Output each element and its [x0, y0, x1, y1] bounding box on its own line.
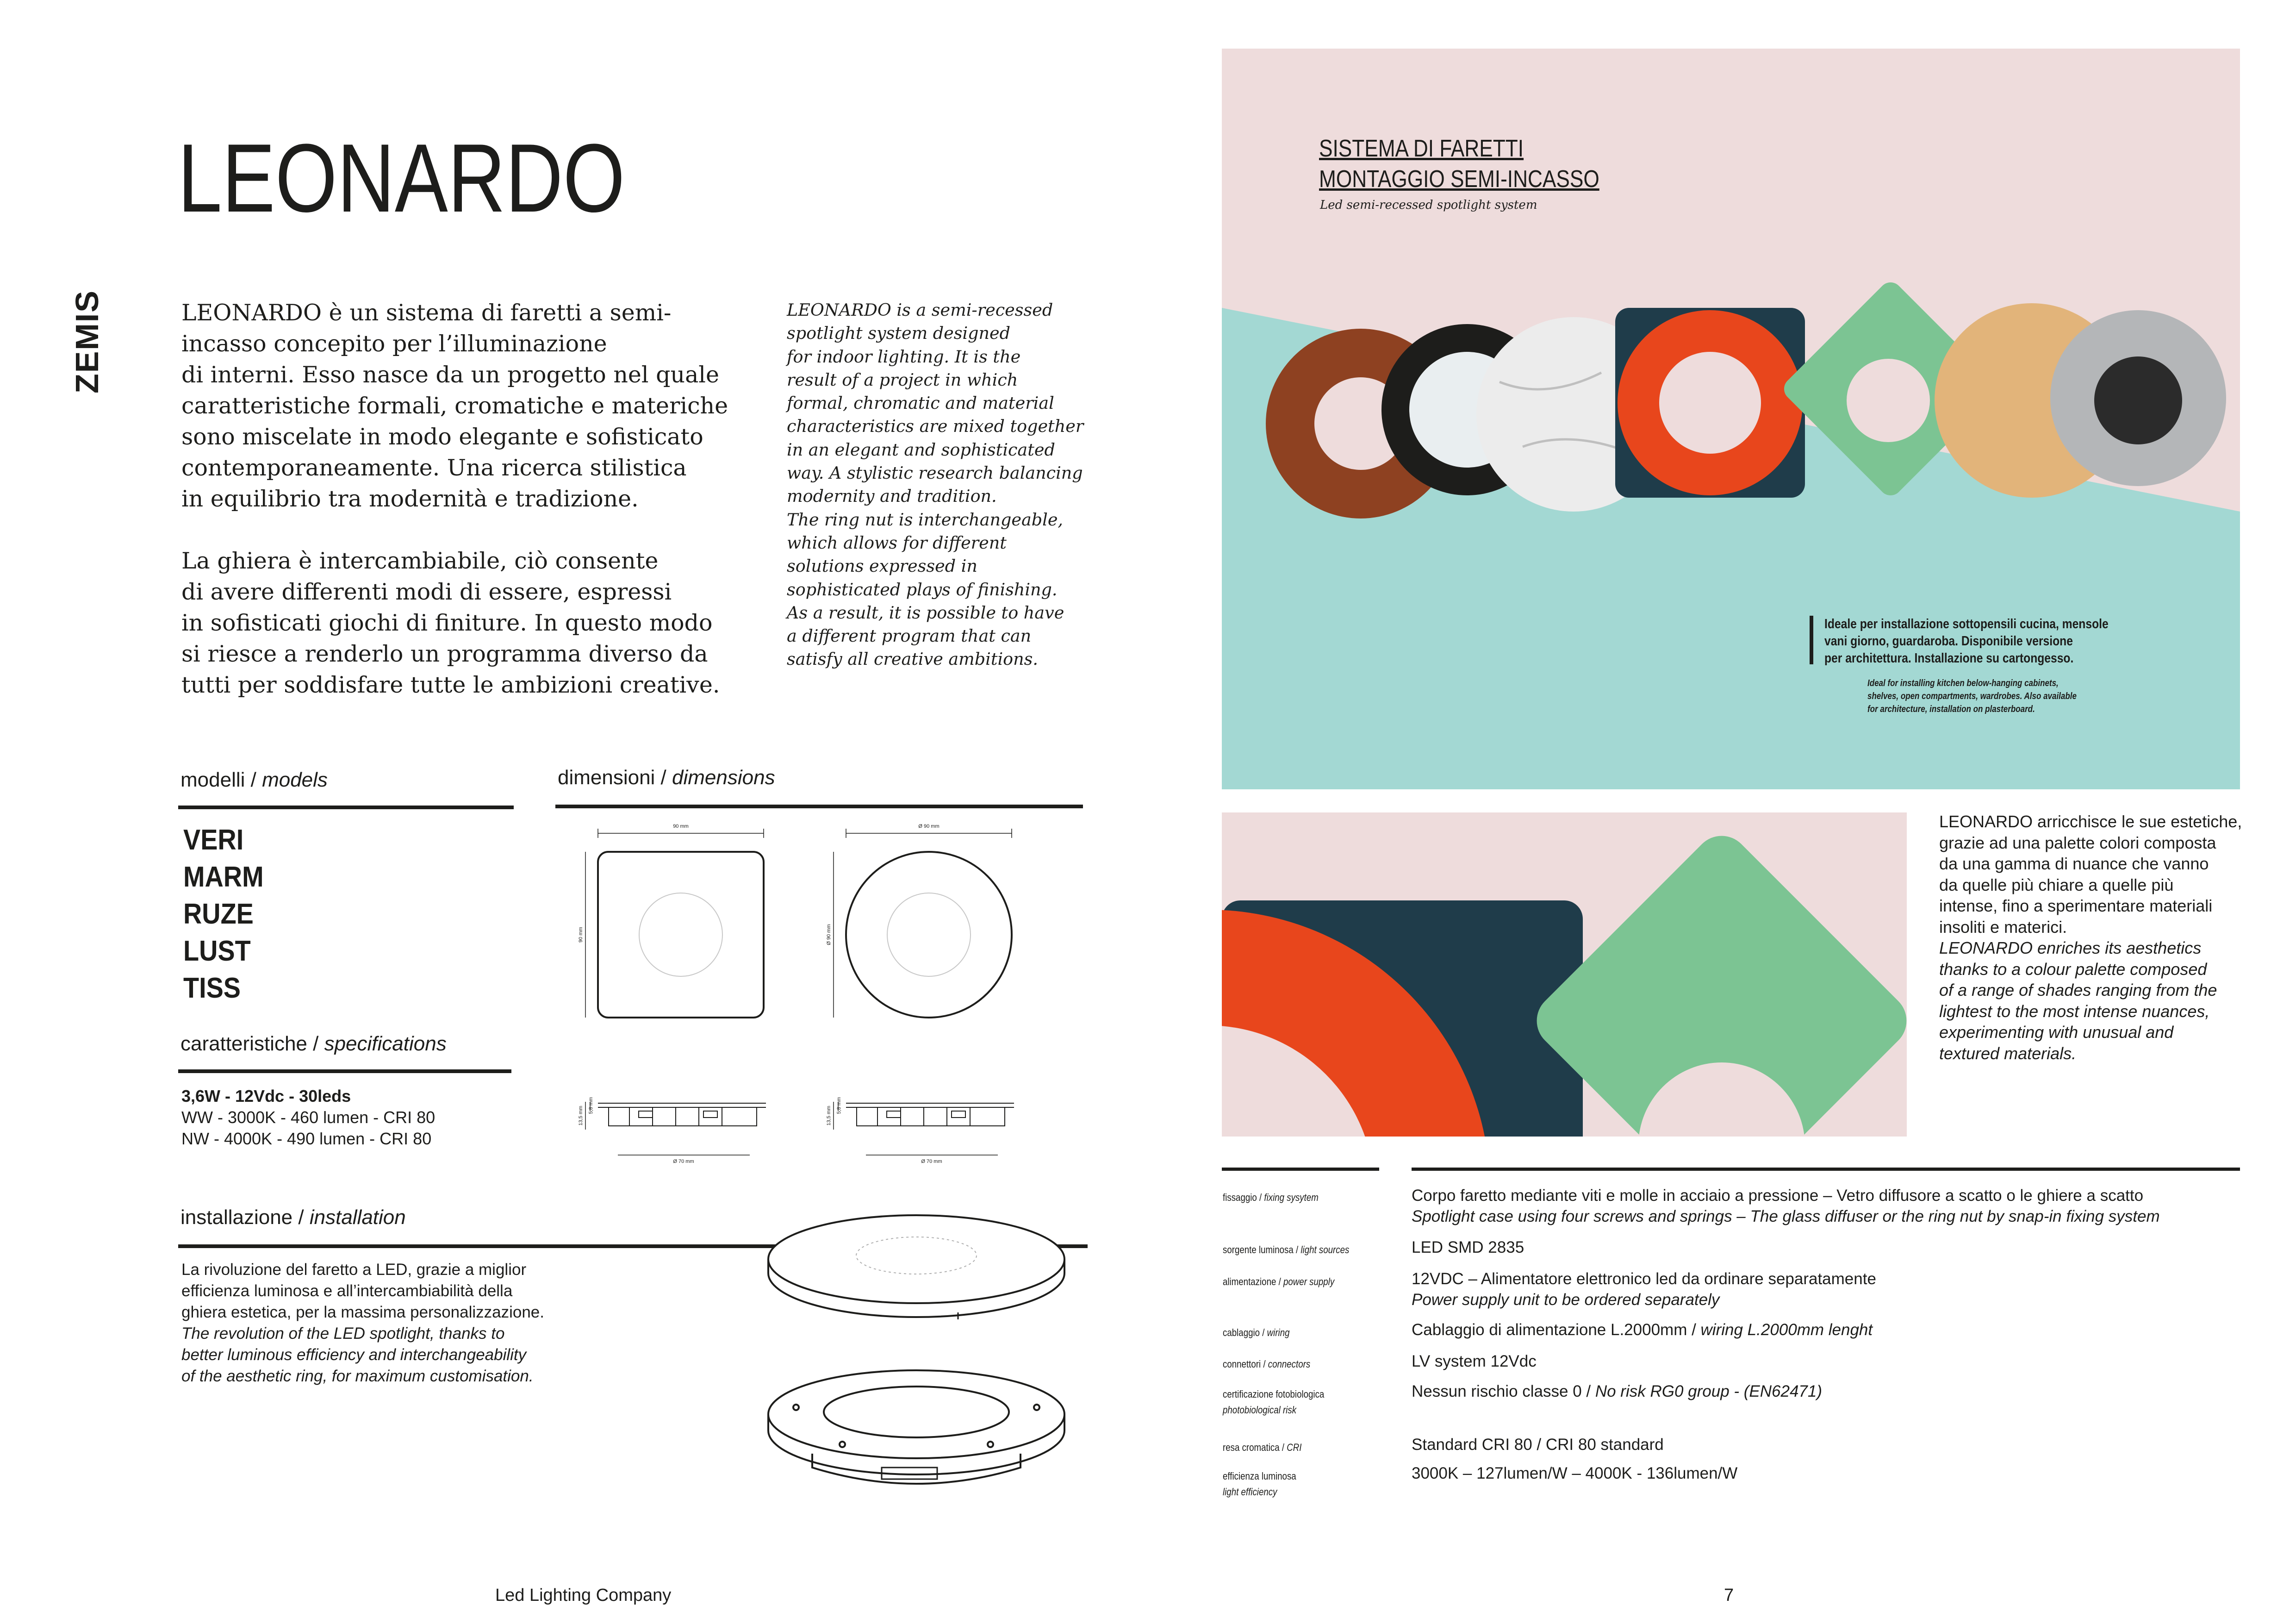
spec-label-it: fissaggio / [1223, 1192, 1262, 1203]
intro-line: di interni. Esso nasce da un progetto nel quale [181, 362, 719, 388]
side-height-a-label-round: 13,5 mm [826, 1106, 832, 1126]
intro-line: in sofisticati giochi di finiture. In questo modo [181, 610, 713, 636]
round-front-view [834, 829, 1012, 1018]
intro-en-line: for indoor lighting. It is the [787, 346, 1021, 367]
hero-title-line: SISTEMA DI FARETTI [1319, 135, 1524, 162]
hero-subtitle: Led semi-recessed spotlight system [1320, 198, 1537, 212]
hero-note-it [1824, 616, 2109, 667]
spec-label-en: power supply [1283, 1276, 1335, 1287]
square-height-label: 90 mm [578, 927, 584, 943]
spec-value: 3000K – 127lumen/W – 4000K - 136lumen/W [1412, 1464, 1738, 1482]
spec-label-it: efficienza luminosa [1223, 1470, 1296, 1482]
aesthetics-line: grazie ad una palette colori composta [1939, 833, 2216, 852]
spec-value: LV system 12Vdc [1412, 1352, 1537, 1370]
spec-label-it: cablaggio / [1223, 1327, 1265, 1338]
aesthetics-line-en: LEONARDO enriches its aesthetics [1939, 938, 2202, 957]
hero-note-line: Ideale per installazione sottopensili cucina, mensole [1824, 617, 2109, 631]
intro-en-line: characteristics are mixed together [787, 416, 1084, 437]
spec-label-en: light efficiency [1223, 1486, 1277, 1498]
ring-orange-square [1615, 308, 1805, 498]
spec-value-en: Power supply unit to be ordered separately [1412, 1291, 1720, 1309]
intro-en-line: sophisticated plays of finishing. [787, 579, 1058, 600]
intro-en-line: satisfy all creative ambitions. [787, 649, 1038, 669]
hero-title [1319, 133, 1599, 194]
aesthetics-line: intense, fino a sperimentare materiali [1939, 896, 2213, 915]
hero-note-bar [1810, 616, 1813, 664]
model-name: RUZE [183, 898, 254, 930]
detail-image [1222, 812, 1907, 1137]
intro-line: incasso concepito per l’illuminazione [181, 331, 607, 357]
installation-heading [180, 1206, 406, 1229]
aesthetics-line-en: thanks to a colour palette composed [1939, 959, 2207, 979]
side-diameter-label-round: Ø 70 mm [921, 1159, 942, 1164]
dimensions-heading [558, 766, 775, 789]
dimensions-label-it: dimensioni / [558, 766, 666, 789]
models-rule [178, 806, 514, 809]
aesthetics-line: LEONARDO arricchisce le sue estetiche, [1939, 812, 2242, 831]
side-height-b-label: 5,8 mm [588, 1097, 594, 1114]
spec-label-it: certificazione fotobiologica [1223, 1388, 1325, 1400]
spec-label-it: resa cromatica / [1223, 1442, 1285, 1453]
square-side-view [585, 1102, 766, 1155]
square-front-view [585, 829, 764, 1018]
specs-rule-right [1412, 1168, 2240, 1171]
side-diameter-label: Ø 70 mm [673, 1159, 694, 1164]
intro-en-line: result of a project in which [787, 369, 1018, 390]
intro-en-line: LEONARDO is a semi-recessed [787, 300, 1053, 320]
characteristics-power: 3,6W - 12Vdc - 30leds [181, 1087, 351, 1106]
ring-aluminium [2050, 310, 2226, 486]
spec-label-it: alimentazione / [1223, 1276, 1281, 1287]
spec-label-it: connettori / [1223, 1358, 1266, 1370]
hero-note-en-line: for architecture, installation on plasterboard. [1867, 704, 2035, 714]
model-name: MARM [183, 861, 264, 893]
installation-line-en: better luminous efficiency and interchangeability [181, 1346, 527, 1364]
intro-text-it [181, 297, 783, 700]
characteristics-rule [178, 1069, 511, 1073]
page-title: LEONARDO [178, 124, 625, 232]
hero-title-line: MONTAGGIO SEMI-INCASSO [1319, 166, 1599, 193]
spec-value: 12VDC – Alimentatore elettronico led da ordinare separatamente [1412, 1270, 1876, 1288]
characteristics-label-it: caratteristiche / [180, 1032, 319, 1055]
spec-label-en: photobiological risk [1223, 1404, 1297, 1416]
spec-label-en: wiring [1267, 1327, 1290, 1338]
installation-line: La rivoluzione del faretto a LED, grazie a miglior [181, 1261, 527, 1279]
hero-note-line: per architettura. Installazione su cartongesso. [1824, 651, 2074, 666]
installation-line: efficienza luminosa e all’intercambiabilità della [181, 1282, 513, 1300]
spec-value-en: wiring L.2000mm lenght [1700, 1321, 1873, 1339]
intro-line: La ghiera è intercambiabile, ciò consente [181, 548, 659, 574]
hero-note-line: vani giorno, guardaroba. Disponibile versione [1824, 634, 2073, 649]
spec-value-en: Spotlight case using four screws and springs – The glass diffuser or the ring nut by snap-in fixing system [1412, 1207, 2160, 1225]
spec-label-en: light sources [1300, 1244, 1350, 1255]
aesthetics-line: da quelle più chiare a quelle più [1939, 875, 2174, 894]
intro-line: contemporaneamente. Una ricerca stilistica [181, 455, 687, 481]
intro-line: caratteristiche formali, cromatiche e materiche [181, 393, 728, 419]
intro-line: in equilibrio tra modernità e tradizione. [181, 486, 639, 512]
intro-en-line: modernity and tradition. [787, 486, 997, 506]
characteristics-nw: NW - 4000K - 490 lumen - CRI 80 [181, 1129, 432, 1148]
installation-line-en: The revolution of the LED spotlight, thanks to [181, 1324, 505, 1343]
model-name: LUST [183, 935, 251, 967]
aesthetics-line-en: textured materials. [1939, 1043, 2077, 1063]
installation-line-en: of the aesthetic ring, for maximum customisation. [181, 1367, 534, 1385]
intro-line: di avere differenti modi di essere, espressi [181, 579, 672, 605]
characteristics-values [181, 1086, 435, 1149]
model-name: TISS [183, 972, 241, 1004]
models-label-it: modelli / [180, 768, 256, 791]
installation-line: ghiera estetica, per la massima personalizzazione. [181, 1303, 544, 1321]
installation-label-en: installation [309, 1206, 406, 1229]
dimension-drawings [569, 815, 1032, 1167]
aesthetics-line: insoliti e materici. [1939, 917, 2067, 937]
intro-en-line: formal, chromatic and material [787, 393, 1054, 413]
models-label-en: models [262, 768, 328, 791]
spec-label-it: sorgente luminosa / [1223, 1244, 1299, 1255]
aesthetics-line-en: of a range of shades ranging from the [1939, 981, 2217, 999]
spec-value: LED SMD 2835 [1412, 1238, 1524, 1256]
characteristics-ww: WW - 3000K - 460 lumen - CRI 80 [181, 1108, 436, 1127]
spec-value-en: No risk RG0 group - (EN62471) [1595, 1382, 1823, 1400]
model-name: VERI [183, 824, 244, 856]
characteristics-heading [180, 1032, 447, 1056]
intro-en-line: a different program that can [787, 626, 1032, 646]
side-height-b-label-round: 5,8 mm [836, 1097, 842, 1114]
spec-value: Cablaggio di alimentazione L.2000mm / [1412, 1321, 1701, 1339]
intro-en-line: The ring nut is interchangeable, [787, 509, 1064, 530]
brand-vertical: ZEMIS [69, 290, 105, 394]
round-width-label: Ø 90 mm [918, 824, 940, 829]
specs-rule-left [1222, 1168, 1379, 1171]
intro-en-line: way. A stylistic research balancing [787, 463, 1083, 483]
square-width-label: 90 mm [673, 824, 689, 829]
intro-line: tutti per soddisfare tutte le ambizioni creative. [181, 672, 720, 698]
spec-label-en: fixing sysytem [1264, 1192, 1319, 1203]
intro-line: si riesce a renderlo un programma diverso da [181, 641, 708, 667]
installation-text [181, 1259, 544, 1387]
spec-value: Standard CRI 80 / CRI 80 standard [1412, 1436, 1664, 1454]
page-number: 7 [1724, 1586, 1734, 1605]
aesthetics-line: da una gamma di nuance che vanno [1939, 854, 2209, 873]
intro-en-line: As a result, it is possible to have [787, 602, 1064, 623]
spec-label-en: CRI [1287, 1442, 1302, 1453]
installation-label-it: installazione / [180, 1206, 304, 1229]
intro-line: sono miscelate in modo elegante e sofisticato [181, 424, 703, 450]
intro-text-en [787, 299, 1120, 671]
round-height-label: Ø 90 mm [826, 924, 832, 945]
hero-note-en-line: shelves, open compartments, wardrobes. Also available [1867, 691, 2077, 701]
aesthetics-text [1939, 811, 2242, 1064]
aesthetics-line-en: lightest to the most intense nuances, [1939, 1001, 2210, 1021]
round-side-view [834, 1102, 1014, 1155]
intro-line: LEONARDO è un sistema di faretti a semi- [181, 300, 672, 326]
product-illustration [759, 1204, 1074, 1509]
intro-en-line: solutions expressed in [787, 556, 977, 576]
intro-en-line: in an elegant and sophisticated [787, 439, 1055, 460]
models-list [183, 822, 273, 1007]
spec-label-en: connectors [1268, 1358, 1311, 1370]
intro-en-line: spotlight system designed [787, 323, 1011, 344]
footer-company: Led Lighting Company [495, 1586, 672, 1605]
aesthetics-line-en: experimenting with unusual and [1939, 1023, 2174, 1042]
side-height-a-label: 13,5 mm [578, 1106, 584, 1126]
models-heading [180, 768, 328, 792]
intro-en-line: which allows for different [787, 532, 1007, 553]
dimensions-label-en: dimensions [672, 766, 775, 789]
hero-note-en-line: Ideal for installing kitchen below-hanging cabinets, [1867, 678, 2059, 688]
hero-note-en [1867, 677, 2077, 716]
dimensions-rule [555, 805, 1083, 808]
characteristics-label-en: specifications [324, 1032, 447, 1055]
spec-value: Nessun rischio classe 0 / [1412, 1382, 1595, 1400]
spec-value: Corpo faretto mediante viti e molle in acciaio a pressione – Vetro diffusore a scatto o le ghiere a scatto [1412, 1187, 2144, 1205]
